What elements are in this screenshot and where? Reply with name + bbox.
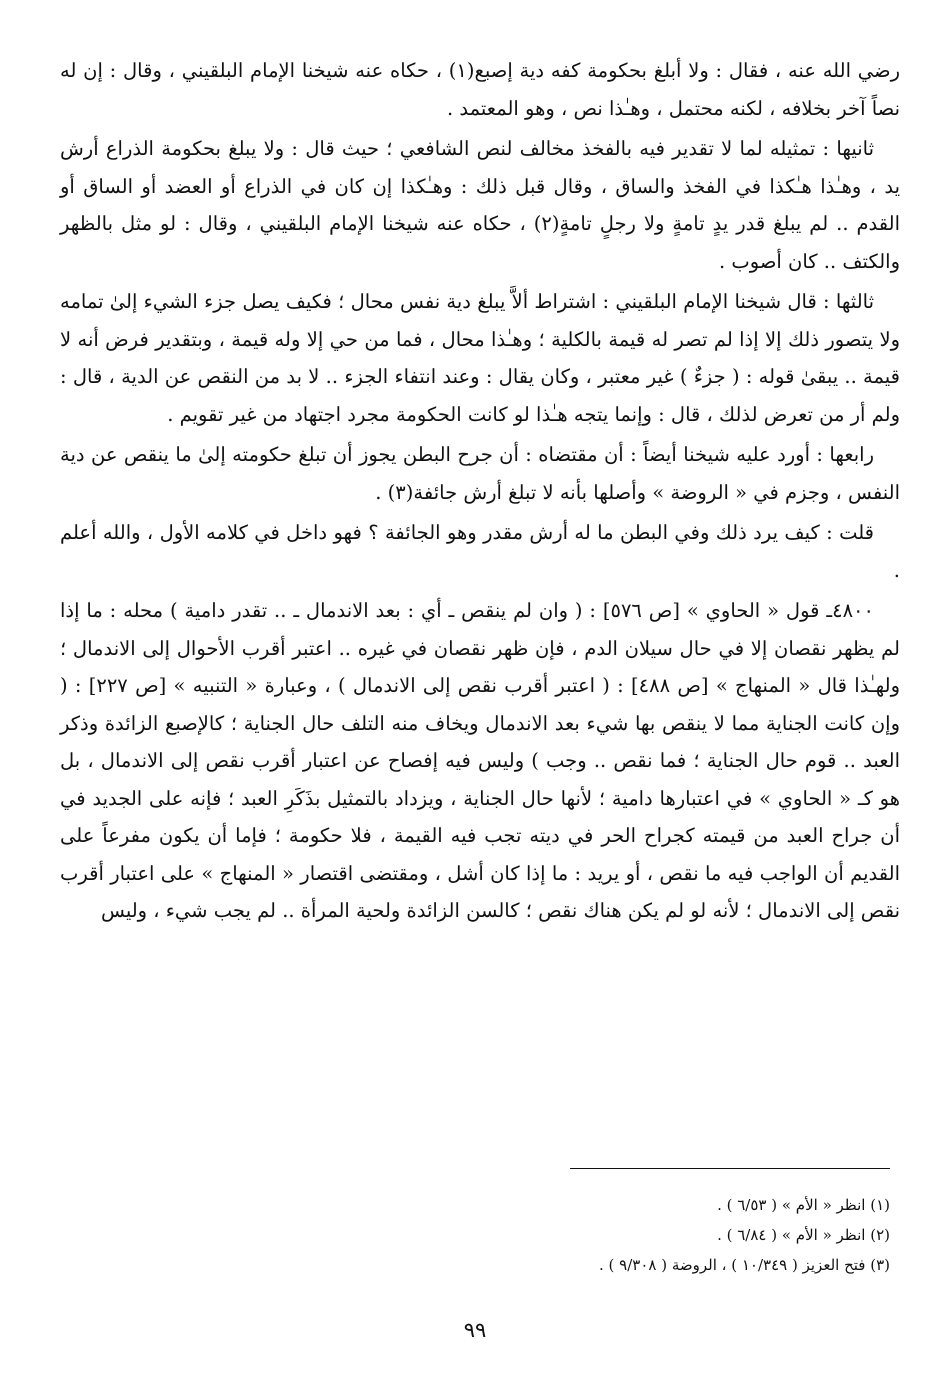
paragraph-5: قلت : كيف يرد ذلك وفي البطن ما له أرش مقدر وهو الجائفة ؟ فهو داخل في كلامه الأول ، والله أعلم . — [60, 521, 900, 582]
footnote-divider — [570, 1168, 890, 1169]
paragraph-6: ٤٨٠٠ـ قول « الحاوي » [ص ٥٧٦] : ( وان لم ينقص ـ أي : بعد الاندمال ـ .. تقدر دامية ) محله : ما إذا لم يظهر نقصان إلا في حال سيلان الدم ، فإن ظهر نقصان في غيره .. اعتبر أقرب الأحوال إلى الاندمال ؛ ولهـٰذا قال « المنهاج » [ص ٤٨٨] : ( اعتبر أقرب نقص إلى الاندمال ) ، وعبارة « التنبيه » [ص ٢٢٧] : ( وإن كانت الجناية مما لا ينقص بها شيء بعد الاندمال ويخاف منه التلف حال الجناية ؛ كالإصبع الزائدة وذكر العبد .. قوم حال الجناية ؛ فما نقص .. وجب ) وليس فيه إفصاح عن اعتبار أقرب نقص إلى الاندمال ، بل هو كـ « الحاوي » في اعتبارها دامية ؛ لأنها حال الجناية ، ويزداد بالتمثيل بذَكَرِ العبد ؛ فإنه على الجديد في أن جراح العبد من قيمته كجراح الحر في ديته تجب فيه القيمة ، فلا حكومة ؛ فإما أن يكون مفرعاً على القديم أن الواجب فيه ما نقص ، أو يريد : ما إذا كان أشل ، ومقتضى اقتصار « المنهاج » على اعتبار أقرب نقص إلى الاندمال ؛ لأنه لو لم يكن هناك نقص ؛ كالسن الزائدة ولحية المرأة .. لم يجب شيء ، وليس — [60, 599, 900, 922]
footnote-3: (٣) فتح العزيز ( ١٠/٣٤٩ ) ، الروضة ( ٩/٣٠٨ ) . — [599, 1256, 890, 1274]
footnote-2: (٢) انظر « الأم » ( ٦/٨٤ ) . — [717, 1226, 890, 1244]
page-number: ٩٩ — [463, 1318, 487, 1342]
page-body — [60, 52, 900, 930]
footnote-1: (١) انظر « الأم » ( ٦/٥٣ ) . — [717, 1196, 890, 1214]
paragraph-1: رضي الله عنه ، فقال : ولا أبلغ بحكومة كفه دية إصبع(١) ، حكاه عنه شيخنا الإمام البلقيني ، وقال : إن له نصاً آخر بخلافه ، لكنه محتمل ، وهـٰذا نص ، وهو المعتمد . — [60, 59, 900, 120]
paragraph-2: ثانيها : تمثيله لما لا تقدير فيه بالفخذ مخالف لنص الشافعي ؛ حيث قال : ولا يبلغ بحكومة الذراع أرش يد ، وهـٰذا هـٰكذا في الفخذ والساق ، وقال قبل ذلك : وهـٰكذا إن كان في الذراع أو العضد أو الساق أو القدم .. لم يبلغ قدر يدٍ تامةٍ ولا رجلٍ تامةٍ(٢) ، حكاه عنه شيخنا الإمام البلقيني ، وقال : لو مثل بالظهر والكتف .. كان أصوب . — [60, 137, 900, 273]
footnotes — [50, 1190, 890, 1280]
paragraph-4: رابعها : أورد عليه شيخنا أيضاً : أن مقتضاه : أن جرح البطن يجوز أن تبلغ حكومته إلىٰ ما ينقص عن دية النفس ، وجزم في « الروضة » وأصلها بأنه لا تبلغ أرش جائفة(٣) . — [60, 443, 900, 504]
paragraph-3: ثالثها : قال شيخنا الإمام البلقيني : اشتراط ألاَّ يبلغ دية نفس محال ؛ فكيف يصل جزء الشيء إلىٰ تمامه ولا يتصور ذلك إلا إذا لم تصر له قيمة بالكلية ؛ وهـٰذا محال ، فما من حي إلا وله قيمة ، وبتقدير فرض أنه لا قيمة .. يبقىٰ قوله : ( جزءٌ ) غير معتبر ، وكان يقال : وعند انتفاء الجزء .. لا بد من النقص عن الدية ، قال : ولم أر من تعرض لذلك ، قال : وإنما يتجه هـٰذا لو كانت الحكومة مجرد اجتهاد من غير تقويم . — [60, 290, 900, 426]
